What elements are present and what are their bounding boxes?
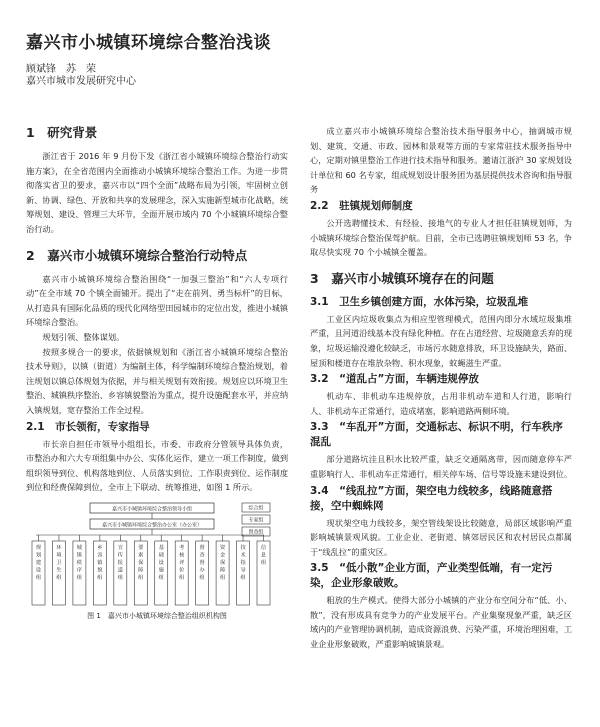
section-1-heading: 1 研究背景 — [26, 125, 98, 140]
section-2-1-heading: 2.1 市长领衔，专家指导 — [26, 420, 150, 433]
org-leaf-label: 考核评价组 — [179, 544, 185, 581]
section-3-heading: 3 嘉兴市小城镇环境存在的问题 — [310, 270, 494, 286]
org-chart-figure — [26, 499, 288, 609]
org-leaf-label: 要素保障组 — [138, 544, 144, 581]
figure-caption: 图 1 嘉兴市小城镇环境综合整治组织机构图 — [87, 611, 227, 620]
org-leaf-label: 基础设施组 — [158, 544, 164, 581]
org-chart — [26, 499, 288, 609]
org-leaf-label: 城镇秩序组 — [76, 544, 83, 581]
section-3-5-paragraph: 粗放的生产模式。使得大部分小城镇的产业分布空间分布“低、小、散”，没有形成具有竞争力的产业发展平台。产业集聚现象严重，缺乏区域内的产业管理协调机制，造成资源浪费、污染严重，环境治理困难，工业企业形象破败，严重影响城镇景观。 — [310, 595, 573, 650]
section-2-paragraph-2: 规划引领、整体谋划。 — [42, 331, 125, 342]
section-3-4-heading: 3.4 “线乱拉”方面，架空电力线较多，线路随意搭接，空中蜘蛛网 — [310, 484, 553, 512]
left-column — [26, 124, 288, 621]
right-paragraph-1: 成立嘉兴市小城镇环境综合整治技术指导服务中心，抽调城市规划、建筑、交通、市政、园林和景观等方面的专家常驻技术服务指导中心，定期对镇里整治工作进行技术指导和服务。邀请江浙沪 30 家规划设计单位和 60 名专家，组成规划设计服务团为基层提供技术咨询和指导服务 — [310, 126, 572, 195]
section-2-1-paragraph: 市长亲自担任市领导小组组长，市委、市政府分管领导具体负责，市整治办和六大专项组集中办公、实体化运作，建立一项工作制度，做到组织领导到位、机构落地到位、人员落实到位、工作职责到位、运作制度到位和经费保障到位，全市上下联动、统筹推进，如图 1 所示。 — [26, 438, 289, 493]
org-leaves — [32, 535, 270, 605]
org-leaf-label: 信息组 — [260, 544, 267, 566]
right-column — [310, 124, 572, 652]
org-box-sub-label: 嘉兴市小城镇环境综合整治办公室（办公室） — [101, 522, 203, 529]
org-leaf-label: 规划建设组 — [35, 544, 42, 581]
paper-title: 嘉兴市小城镇环境综合整治浅谈 — [26, 33, 271, 53]
affiliation: 嘉兴市城市发展研究中心 — [26, 76, 136, 87]
section-2-paragraph-3: 按照多规合一的要求，依据镇规划和《浙江省小城镇环境综合整治技术导则》，以镇（街道）为编制主体，科学编制环境综合整治规划，着注规划以镇总体规划为依据，并与相关规划有效衔接。规划应以环境卫生整治、城镇秩序整治、乡容镇貌整治为重点，提升设施配套水平，并应纳入镇规划，宽存整治工作全过程。 — [26, 346, 289, 415]
authors: 顾斌锋 苏 荣 — [26, 64, 96, 75]
org-leaf-label: 宣传报道组 — [117, 544, 123, 581]
org-side-label-2: 专家组 — [248, 517, 264, 524]
section-3-2-paragraph: 机动车、非机动车违规停放，占用非机动车道和人行道，影响行人、非机动车正常通行，造成堵塞，影响道路两侧环境。 — [310, 391, 572, 416]
org-side-label-1: 综合组 — [248, 505, 264, 512]
section-2-paragraph-1: 嘉兴市小城镇环境综合整治围绕“一加强三整治”和“六人专项行动”在全市域 70 个镇全面铺开。提出了“走在前列、勇当标杆”的目标，从打造具有国际化品质的现代化网络型田园城市的定位出发，推进小城镇环境综合整治。 — [26, 273, 289, 328]
section-3-2-heading: 3.2 “道乱占”方面，车辆违规停放 — [310, 373, 479, 386]
org-leaf-label: 督查督办组 — [199, 544, 205, 581]
org-side-label-3: 督查组 — [248, 529, 264, 536]
section-2-2-heading: 2.2 驻镇规划师制度 — [310, 199, 413, 212]
org-leaf-label: 技术指导组 — [240, 544, 246, 581]
org-leaf-label: 资金保障组 — [219, 544, 226, 581]
org-leaf-label: 乡容镇貌组 — [97, 544, 103, 581]
section-3-4-paragraph: 现状架空电力线较多，架空管线架设比较随意，局部区域影响严重影响城镇景观风貌。工业企业、老街道、镇郊居民区和农村居民点都属于“线乱拉”的重灾区。 — [310, 517, 572, 557]
section-3-3-heading: 3.3 “车乱开”方面，交通标志、标识不明，行车秩序混乱 — [310, 421, 563, 449]
section-3-5-heading: 3.5 “低小散”企业方面，产业类型低端，有一定污染，企业形象破败。 — [310, 562, 553, 590]
section-3-1-paragraph: 工业区内垃圾收集点为相应型管理模式，范围内即分水域垃圾集堆严重，且河道沿线基本没有绿化种植。存在占道经营、垃圾随意丢弃的现象，垃圾运输没遵化较缺乏，市场污水随意排放，环卫设施缺失，路面、屋顶和楼道存在堆放杂物、积水现象，蚊蝇滋生严重。 — [310, 313, 573, 368]
section-2-2-paragraph: 公开选聘懂技术、有经验、接地气的专业人才担任驻镇规划师，为小城镇环境综合整治保驾护航。目前，全市已选聘驻镇规划师 53 名，争取尽快实现 70 个小城镇全覆盖。 — [310, 217, 572, 258]
section-3-3-paragraph: 部分道路坑洼且积水比较严重，缺乏交通隔离带，因而随意停车严重影响行人、非机动车正常通行，相关停车场、信号等设施未建设到位。 — [310, 454, 573, 479]
section-1-paragraph: 浙江省于 2016 年 9 月份下发《浙江省小城镇环境综合整治行动实施方案》，在全省范围内全面推动小城镇环境综合整治工作。为进一步贯彻落实省卫的要求，嘉兴市以“四个全面”战略布局为引领，牢固树立创新、协调、绿色、开放和共享的发展理念，深入实施新型城市化战略，统筹规划、建设、管理三大环节，全面开展市域内 70 个小城镇环境综合整治行动。 — [26, 151, 289, 234]
section-3-1-heading: 3.1 卫生乡镇创建方面，水体污染，垃圾乱堆 — [310, 295, 529, 308]
section-2-heading: 2 嘉兴市小城镇环境综合整治行动特点 — [26, 247, 248, 263]
org-leaf-label: 环境卫生组 — [56, 544, 62, 581]
org-box-top-label: 嘉兴市小城镇环境综合整治领导小组 — [111, 506, 193, 513]
